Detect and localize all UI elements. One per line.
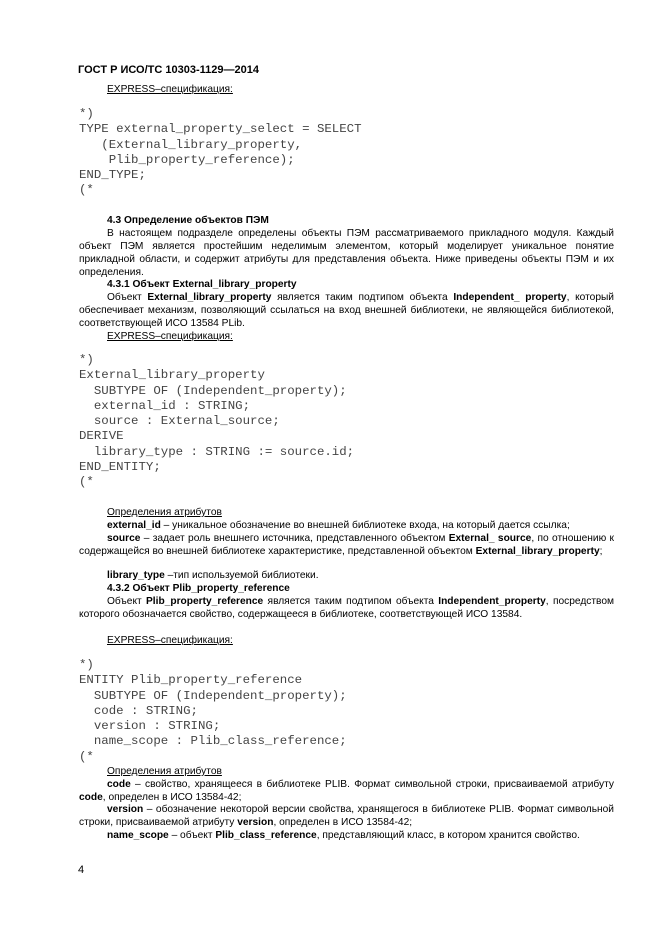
- section-4-3-2-paragraph: Объект Plib_property_reference является таким подтипом объекта Independent_property, посредством которого обозначается свойство, содержащееся в библиотеке, соответствующей ИСО 13584.: [79, 596, 614, 620]
- attr-name-scope: name_scope – объект Plib_class_reference, представляющий класс, в котором хранится свойство.: [107, 830, 580, 841]
- page-number: 4: [78, 864, 85, 876]
- express-spec-label-1: EXPRESS–спецификация:: [107, 84, 233, 95]
- standard-header: ГОСТ Р ИСО/ТС 10303-1129—2014: [78, 64, 259, 76]
- section-4-3-title: 4.3 Определение объектов ПЭМ: [107, 215, 269, 226]
- attr-source: source – задает роль внешнего источника, представленного объектом External_ source, по отношению к содержащейся во внешней библиотеке характеристике, представленной объектом External_library_property;: [79, 533, 614, 557]
- code-block-external-library-property: *) External_library_property SUBTYPE OF (Independent_property); external_id : STRING; source : External_source; DERIVE library_type : STRING := source.id; END_ENTITY; (*: [79, 353, 355, 490]
- section-4-3-1-title: 4.3.1 Объект External_library_property: [107, 279, 297, 290]
- section-4-3-2-title: 4.3.2 Объект Plib_property_reference: [107, 583, 290, 594]
- attribute-definitions-heading-2: Определения атрибутов: [107, 766, 222, 777]
- express-spec-label-2: EXPRESS–спецификация:: [107, 331, 233, 342]
- code-block-plib-property-reference: *) ENTITY Plib_property_reference SUBTYPE OF (Independent_property); code : STRING; version : STRING; name_scope : Plib_class_reference; (*: [79, 658, 347, 764]
- attr-library-type: library_type –тип используемой библиотеки.: [107, 570, 319, 581]
- section-4-3-paragraph: В настоящем подразделе определены объекты ПЭМ рассматриваемого прикладного модуля. Каждый объект ПЭМ является простейшим неделимым элементом, который моделирует уникальное понятие прикладной области, и содержит атрибуты для представления объекта. Ниже приведены объекты ПЭМ и их определения.: [79, 228, 614, 278]
- code-block-type-select: *) TYPE external_property_select = SELECT (External_library_property, Plib_property_reference); END_TYPE; (*: [79, 107, 362, 198]
- attribute-definitions-heading-1: Определения атрибутов: [107, 507, 222, 518]
- attr-version: version – обозначение некоторой версии свойства, хранящегося в библиотеке PLIB. Формат символьной строки, присваиваемой атрибуту version, определен в ИСО 13584-42;: [79, 804, 614, 828]
- attr-code: code – свойство, хранящееся в библиотеке PLIB. Формат символьной строки, присваиваемой атрибуту code, определен в ИСО 13584-42;: [79, 779, 614, 803]
- section-4-3-1-paragraph: Объект External_library_property является таким подтипом объекта Independent_ property, который обеспечивает механизм, позволяющий ссылаться на вход внешней библиотеки, не являющейся библиотекой, соответствующей ИСО 13584 PLib.: [79, 292, 614, 329]
- attr-external-id: external_id – уникальное обозначение во внешней библиотеке входа, на который дается ссылка;: [107, 520, 570, 531]
- express-spec-label-3: EXPRESS–спецификация:: [107, 635, 233, 646]
